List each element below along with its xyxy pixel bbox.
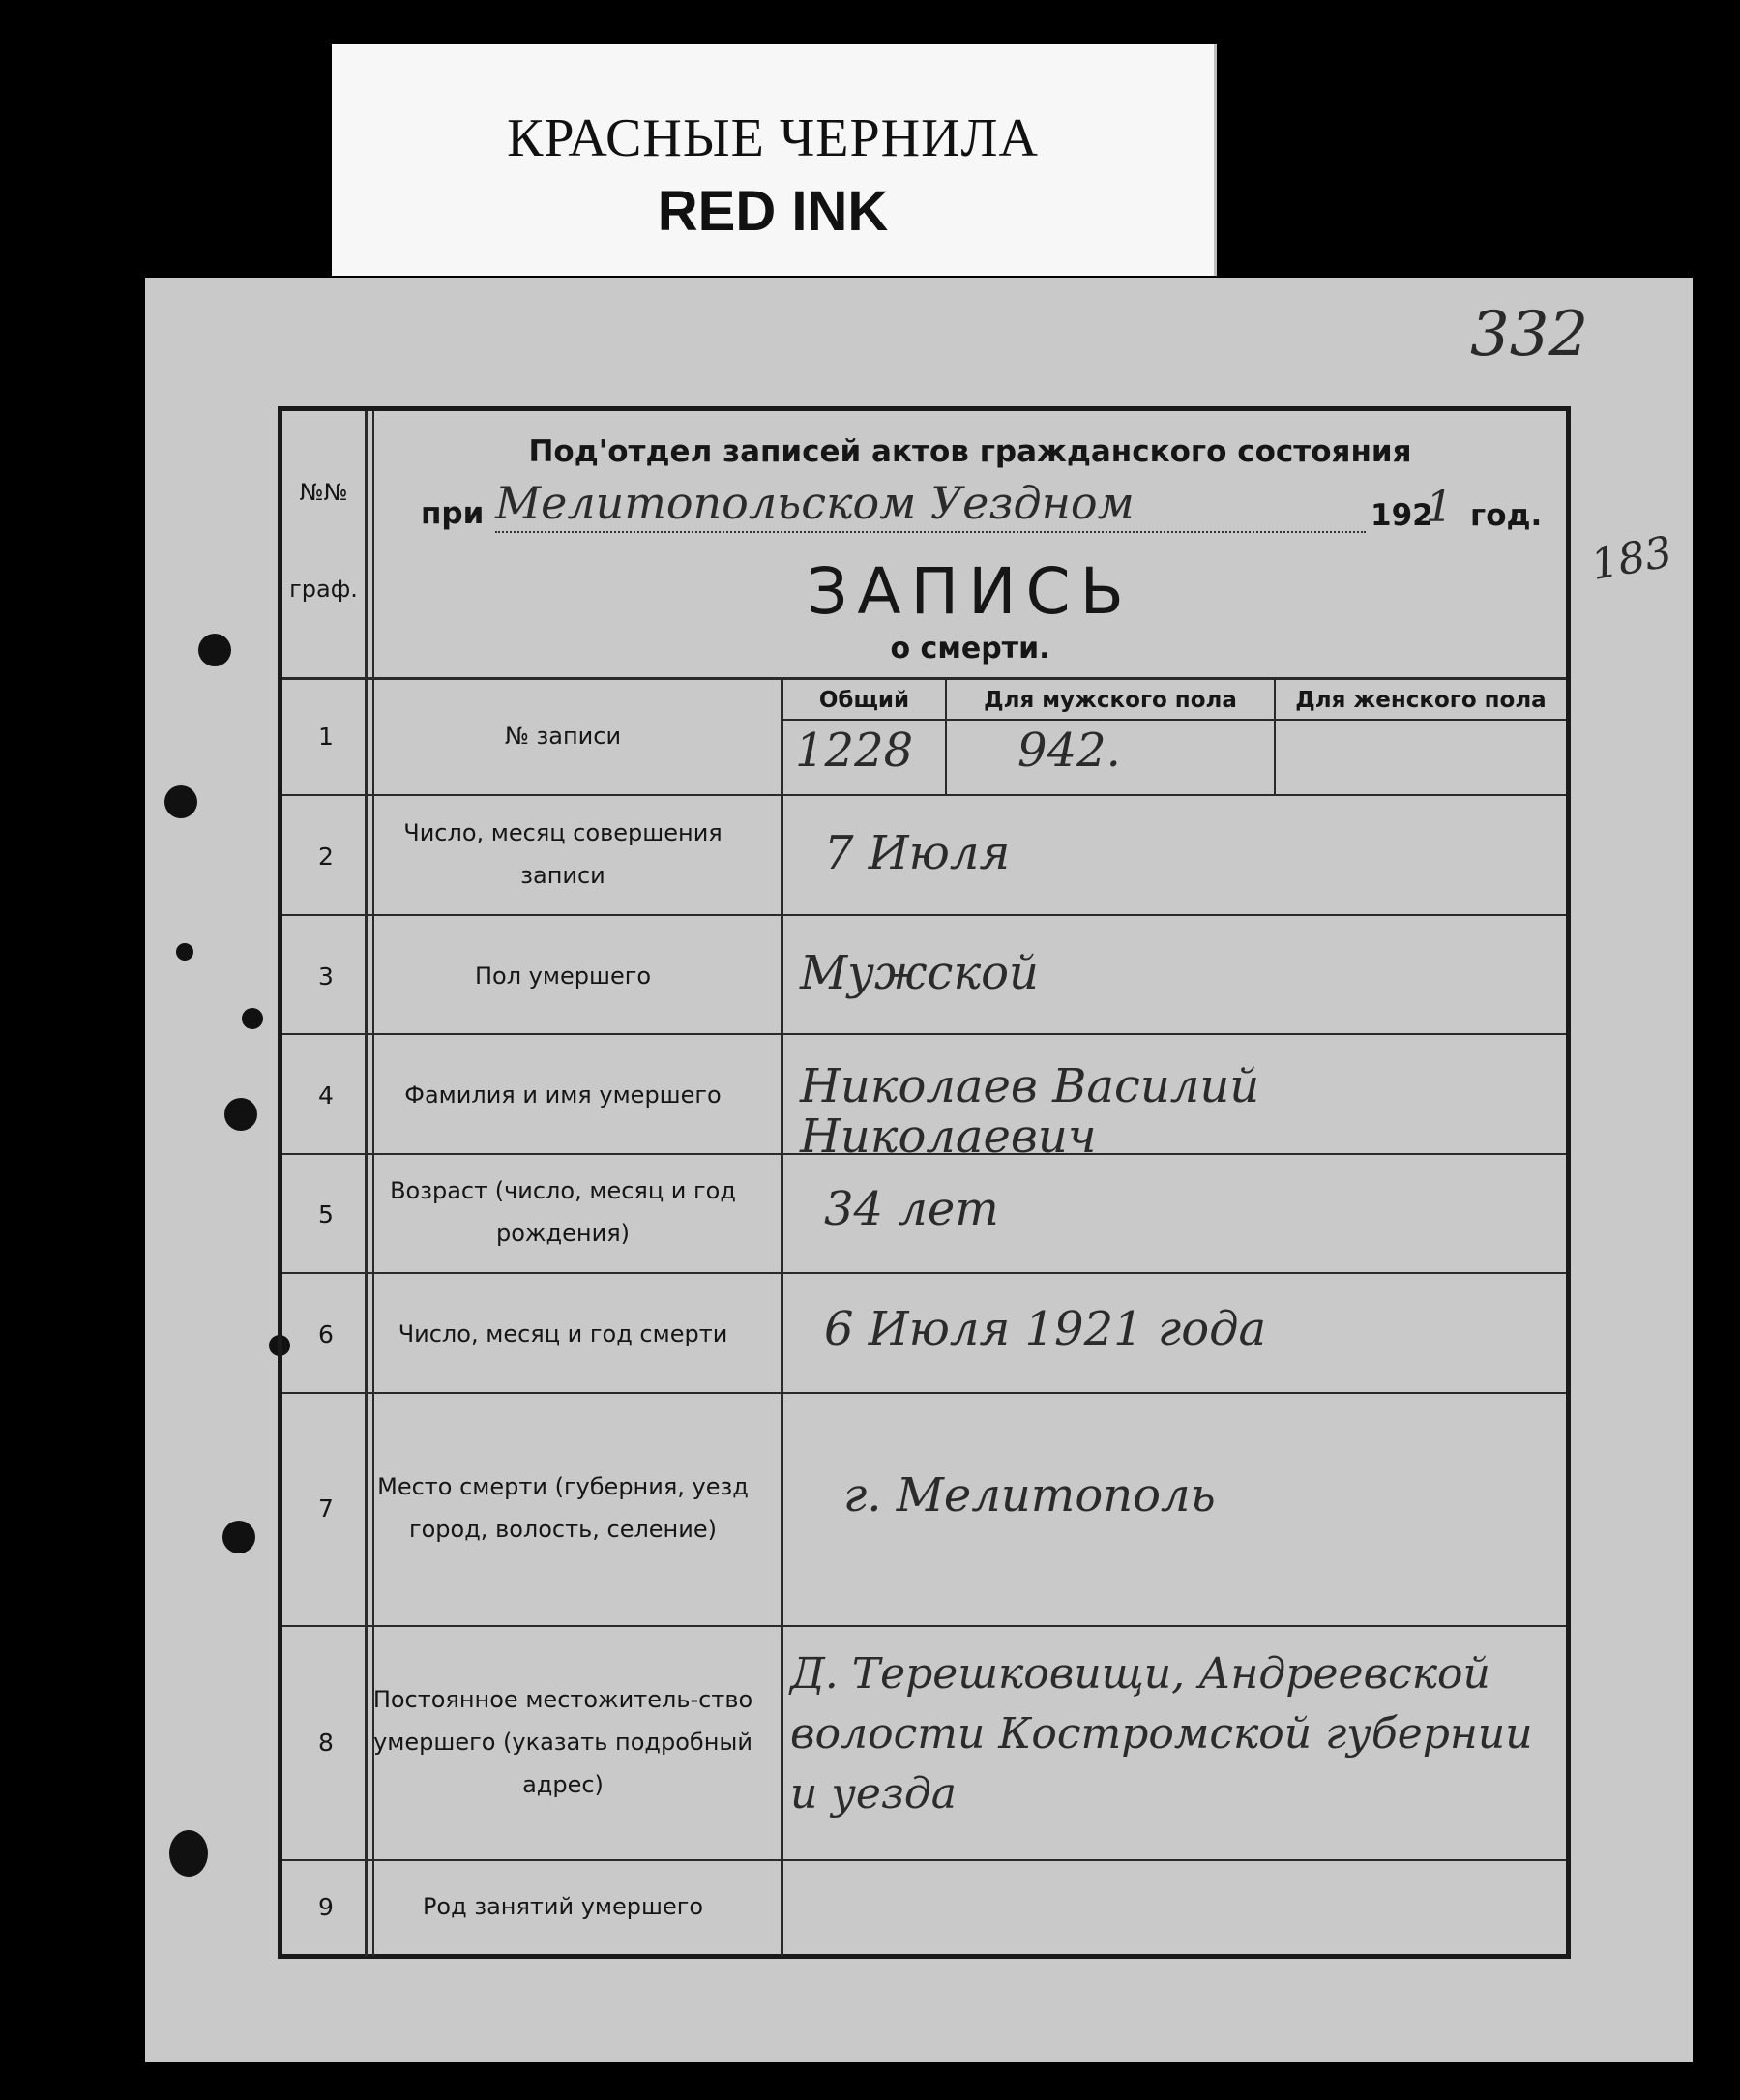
death-record-form [278,406,1571,1959]
red-ink-label-english: RED INK [657,180,889,243]
row-divider [282,1272,1566,1274]
sex-value: Мужской [800,946,1039,1000]
row-divider [282,1859,1566,1861]
binding-hole [164,785,197,818]
row-label-age: Возраст (число, месяц и год рождения) [390,1177,736,1247]
column-header-total: Общий [818,688,910,713]
header-divider [282,677,1566,680]
binding-hole [169,1830,208,1877]
column-header-male: Для мужского пола [984,688,1237,713]
row-number: 2 [318,843,334,871]
row-number: 6 [318,1320,334,1348]
row-divider [282,914,1566,916]
record-title: ЗАПИСЬ [807,554,1134,629]
pri-label: при [421,496,485,531]
red-ink-label-russian: КРАСНЫЕ ЧЕРНИЛА [507,108,1039,168]
row-label-death-date: Число, месяц и год смерти [398,1320,728,1347]
institution-dotted-line [495,531,1366,533]
institution-handwritten: Мелитопольском Уездном [495,477,1135,529]
year-suffix: год. [1470,498,1543,533]
graph-number-header-line2: граф. [289,576,358,603]
binding-hole [224,1098,257,1131]
red-ink-label-card [332,44,1217,276]
row-number: 9 [318,1893,334,1921]
row-divider [282,794,1566,796]
graph-number-header-line1: №№ [299,479,348,506]
full-name-value: Николаев Василий Николаевич [800,1059,1260,1164]
record-number-total: 1228 [795,724,914,778]
row-label-record-number: № записи [504,723,622,750]
age-value: 34 лет [824,1182,999,1236]
column-divider [365,411,368,1956]
column-header-female: Для женского пола [1295,688,1547,713]
record-number-male: 942. [1017,724,1121,778]
row-label-full-name: Фамилия и имя умершего [404,1081,722,1109]
archive-page-number: 332 [1470,299,1589,370]
row-divider [282,1392,1566,1394]
death-date-value: 6 Июля 1921 года [824,1302,1267,1356]
row-number: 1 [318,723,334,751]
column-divider [781,680,783,1956]
row-label-sex: Пол умершего [474,962,652,990]
row-divider [282,1625,1566,1627]
binding-hole [176,943,193,961]
year-prefix: 192 [1371,498,1433,533]
row-divider [282,1033,1566,1035]
year-handwritten: 1 [1426,483,1453,532]
binding-hole [222,1521,255,1553]
row-label-death-place: Место смерти (губерния, уезд город, волость, селение) [377,1473,749,1543]
row-number: 5 [318,1200,334,1228]
department-title: Под'отдел записей актов гражданского состояния [528,434,1412,469]
archive-side-number: 183 [1587,527,1676,590]
row-label-residence: Постоянное местожитель-ство умершего (указать подробный адрес) [372,1686,753,1798]
death-place-value: г. Мелитополь [843,1468,1216,1523]
row-number: 3 [318,962,334,991]
row-number: 7 [318,1494,334,1523]
row-label-registration-date: Число, месяц совершения записи [403,819,723,889]
record-subtitle: о смерти. [890,632,1050,665]
row-label-occupation: Род занятий умершего [422,1893,704,1920]
residence-value: Д. Терешковищи, Андреевской волости Костромской губернии и уезда [790,1649,1533,1819]
subheader-divider [783,719,1566,721]
row-number: 4 [318,1081,334,1109]
registration-date-value: 7 Июля [824,826,1011,880]
row-number: 8 [318,1729,334,1757]
binding-hole [198,634,231,666]
binding-hole [242,1008,263,1029]
